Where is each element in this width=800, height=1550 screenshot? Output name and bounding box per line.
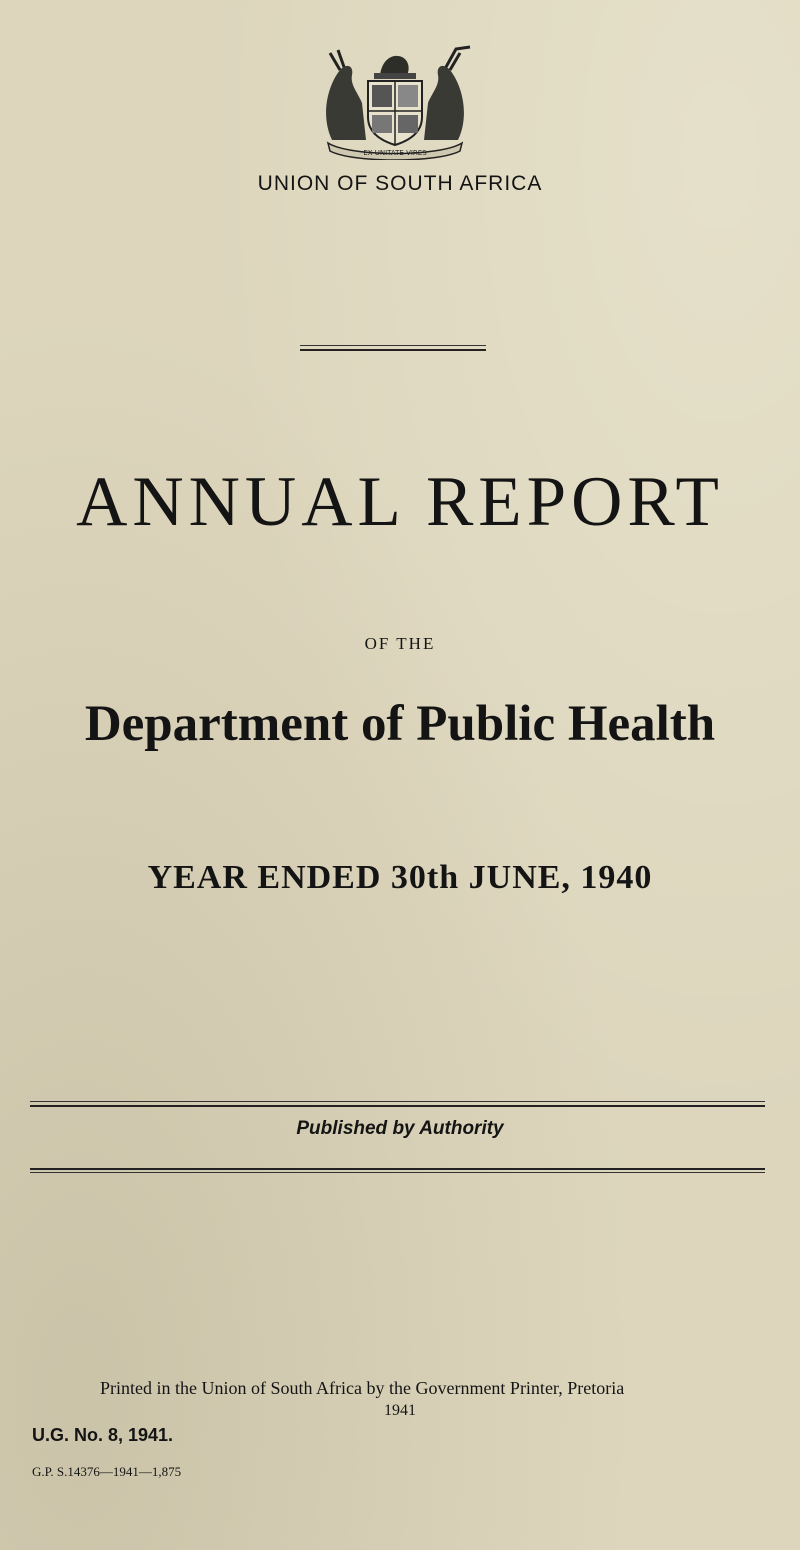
crest-motto: EX UNITATE VIRES bbox=[363, 149, 427, 157]
divider-published-top-double bbox=[30, 1105, 765, 1107]
coat-of-arms-icon bbox=[310, 45, 480, 160]
report-period: YEAR ENDED 30th JUNE, 1940 bbox=[147, 859, 653, 896]
divider-published-bottom bbox=[30, 1168, 765, 1170]
country-name: UNION OF SOUTH AFRICA bbox=[257, 172, 543, 195]
published-by-authority: Published by Authority bbox=[296, 1118, 504, 1139]
divider-top bbox=[300, 345, 486, 346]
divider-published-bottom-double bbox=[30, 1172, 765, 1173]
divider-published-top bbox=[30, 1101, 765, 1102]
report-title: ANNUAL REPORT bbox=[76, 463, 724, 541]
divider-top-double bbox=[300, 349, 486, 351]
document-number: U.G. No. 8, 1941. bbox=[32, 1425, 174, 1445]
of-the-text: OF THE bbox=[364, 634, 436, 653]
department-name: Department of Public Health bbox=[84, 696, 716, 752]
printer-statement: Printed in the Union of South Africa by the Government Printer, Pretoria bbox=[100, 1378, 625, 1398]
print-code: G.P. S.14376—1941—1,875 bbox=[32, 1464, 182, 1479]
printed-year: 1941 bbox=[384, 1402, 416, 1419]
